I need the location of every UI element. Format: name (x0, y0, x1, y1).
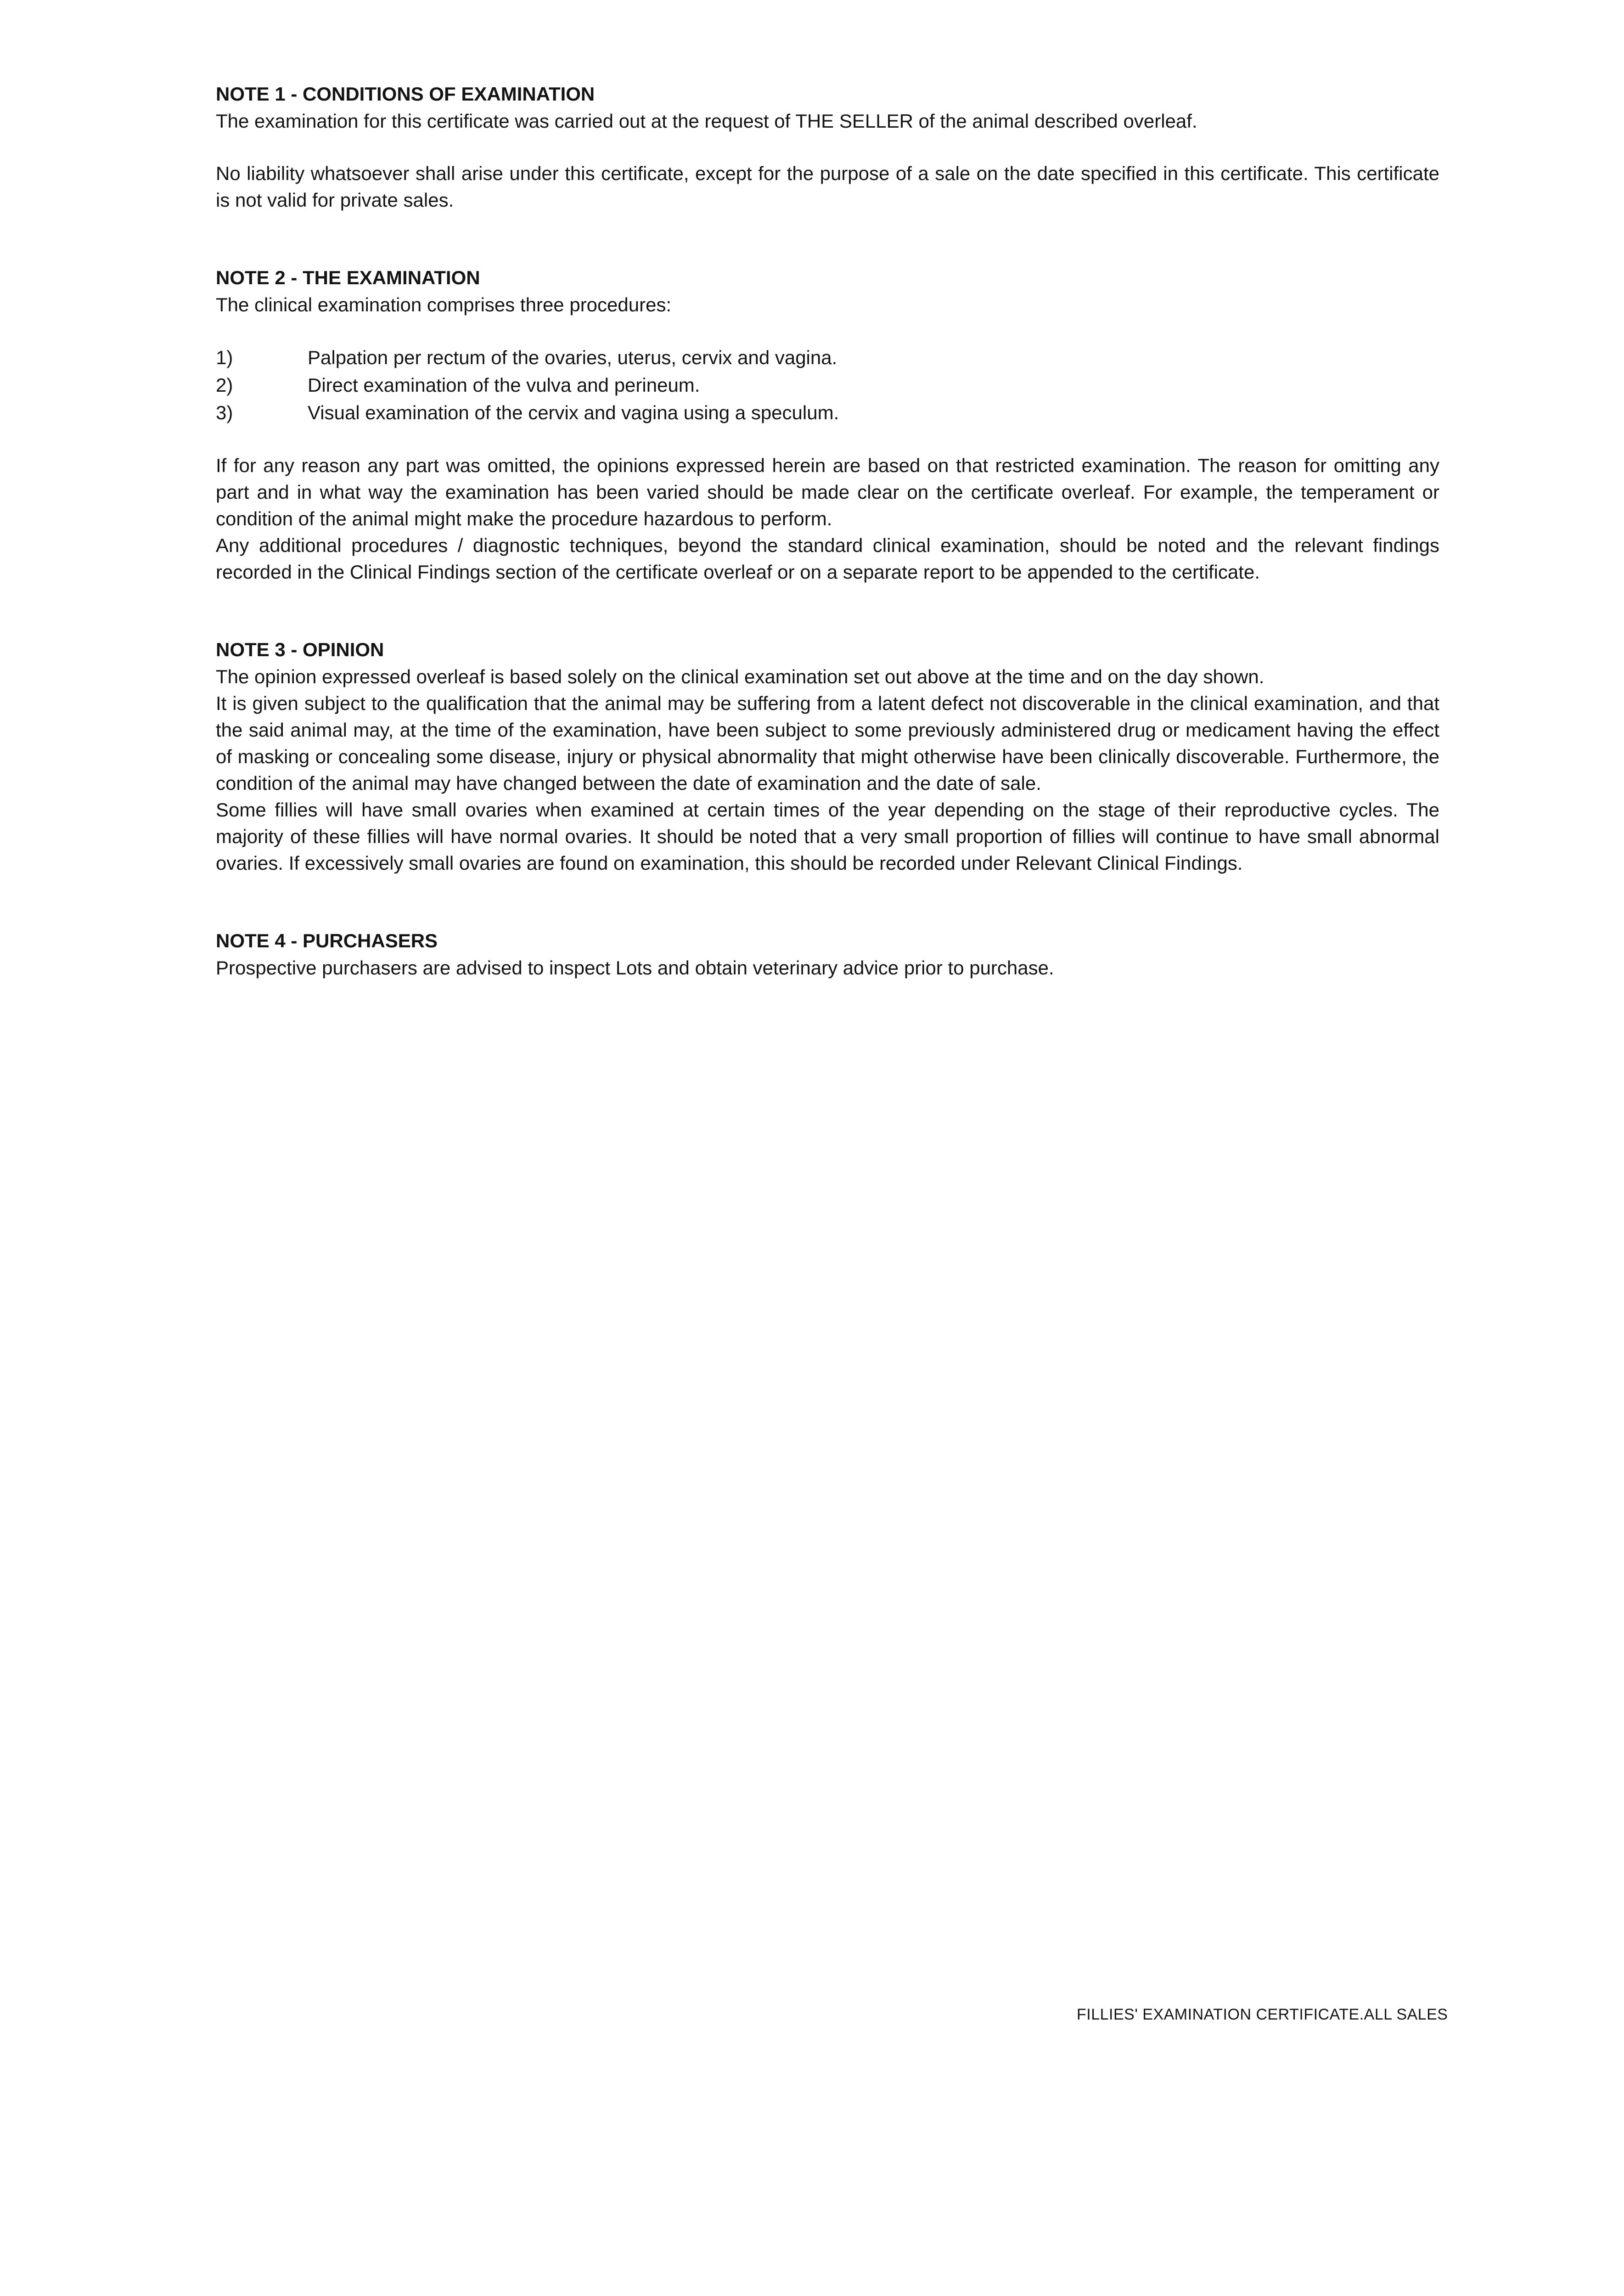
note-2-paragraph-2: Any additional procedures / diagnostic techniques, beyond the standard clinical examination, should be noted and the relevant findings recorded in the Clinical Findings section of the certificate overleaf or on a separate report to be appended to the certificate. (216, 535, 1439, 583)
note-4-paragraph-1: Prospective purchasers are advised to inspect Lots and obtain veterinary advice prior to purchase. (216, 957, 1054, 979)
note-2-heading: NOTE 2 - THE EXAMINATION (216, 267, 480, 288)
procedure-number: 3) (216, 402, 233, 423)
note-1-heading: NOTE 1 - CONDITIONS OF EXAMINATION (216, 83, 595, 105)
note-2-paragraph-1: If for any reason any part was omitted, the opinions expressed herein are based on that restricted examination. The reason for omitting any part and in what way the examination has been varied should be made clear on the certificate overleaf. For example, the temperament or condition of the animal might make the procedure hazardous to perform. (216, 455, 1439, 529)
note-3-section (216, 636, 1439, 877)
note-2-intro: The clinical examination comprises three procedures: (216, 294, 672, 315)
note-3-paragraph-2: It is given subject to the qualification that the animal may be suffering from a latent defect not discoverable in the clinical examination, and that the said animal may, at the time of the examination, have been subject to some previously administered drug or medicament having the effect of masking or concealing some disease, injury or physical abnormality that might otherwise have been clinically discoverable. Furthermore, the condition of the animal may have changed between the date of examination and the date of sale. (216, 692, 1439, 794)
procedure-number: 1) (216, 347, 233, 368)
document-footer: FILLIES' EXAMINATION CERTIFICATE.ALL SALES (1077, 2006, 1448, 2023)
procedure-text: Palpation per rectum of the ovaries, uterus, cervix and vagina. (308, 347, 837, 368)
procedure-text: Visual examination of the cervix and vagina using a speculum. (308, 402, 839, 423)
note-1-paragraph-2: No liability whatsoever shall arise under this certificate, except for the purpose of a sale on the date specified in this certificate. This certificate is not valid for private sales. (216, 163, 1439, 211)
procedure-text: Direct examination of the vulva and perineum. (308, 374, 700, 396)
procedure-item (216, 399, 1439, 427)
procedure-list (216, 344, 1439, 427)
note-3-heading: NOTE 3 - OPINION (216, 639, 384, 660)
note-4-heading: NOTE 4 - PURCHASERS (216, 930, 438, 951)
procedure-item (216, 344, 1439, 371)
note-1-section (216, 80, 1439, 214)
note-1-paragraph-1: The examination for this certificate was carried out at the request of THE SELLER of the animal described overleaf. (216, 110, 1197, 132)
note-3-paragraph-3: Some fillies will have small ovaries when examined at certain times of the year depending on the stage of their reproductive cycles. The majority of these fillies will have normal ovaries. It should be noted that a very small proportion of fillies will continue to have small abnormal ovaries. If excessively small ovaries are found on examination, this should be recorded under Relevant Clinical Findings. (216, 799, 1439, 874)
procedure-item (216, 371, 1439, 399)
document-page (216, 80, 1439, 981)
note-4-section (216, 927, 1439, 981)
note-2-section (216, 264, 1439, 585)
procedure-number: 2) (216, 374, 233, 396)
note-3-paragraph-1: The opinion expressed overleaf is based solely on the clinical examination set out above at the time and on the day shown. (216, 666, 1264, 687)
